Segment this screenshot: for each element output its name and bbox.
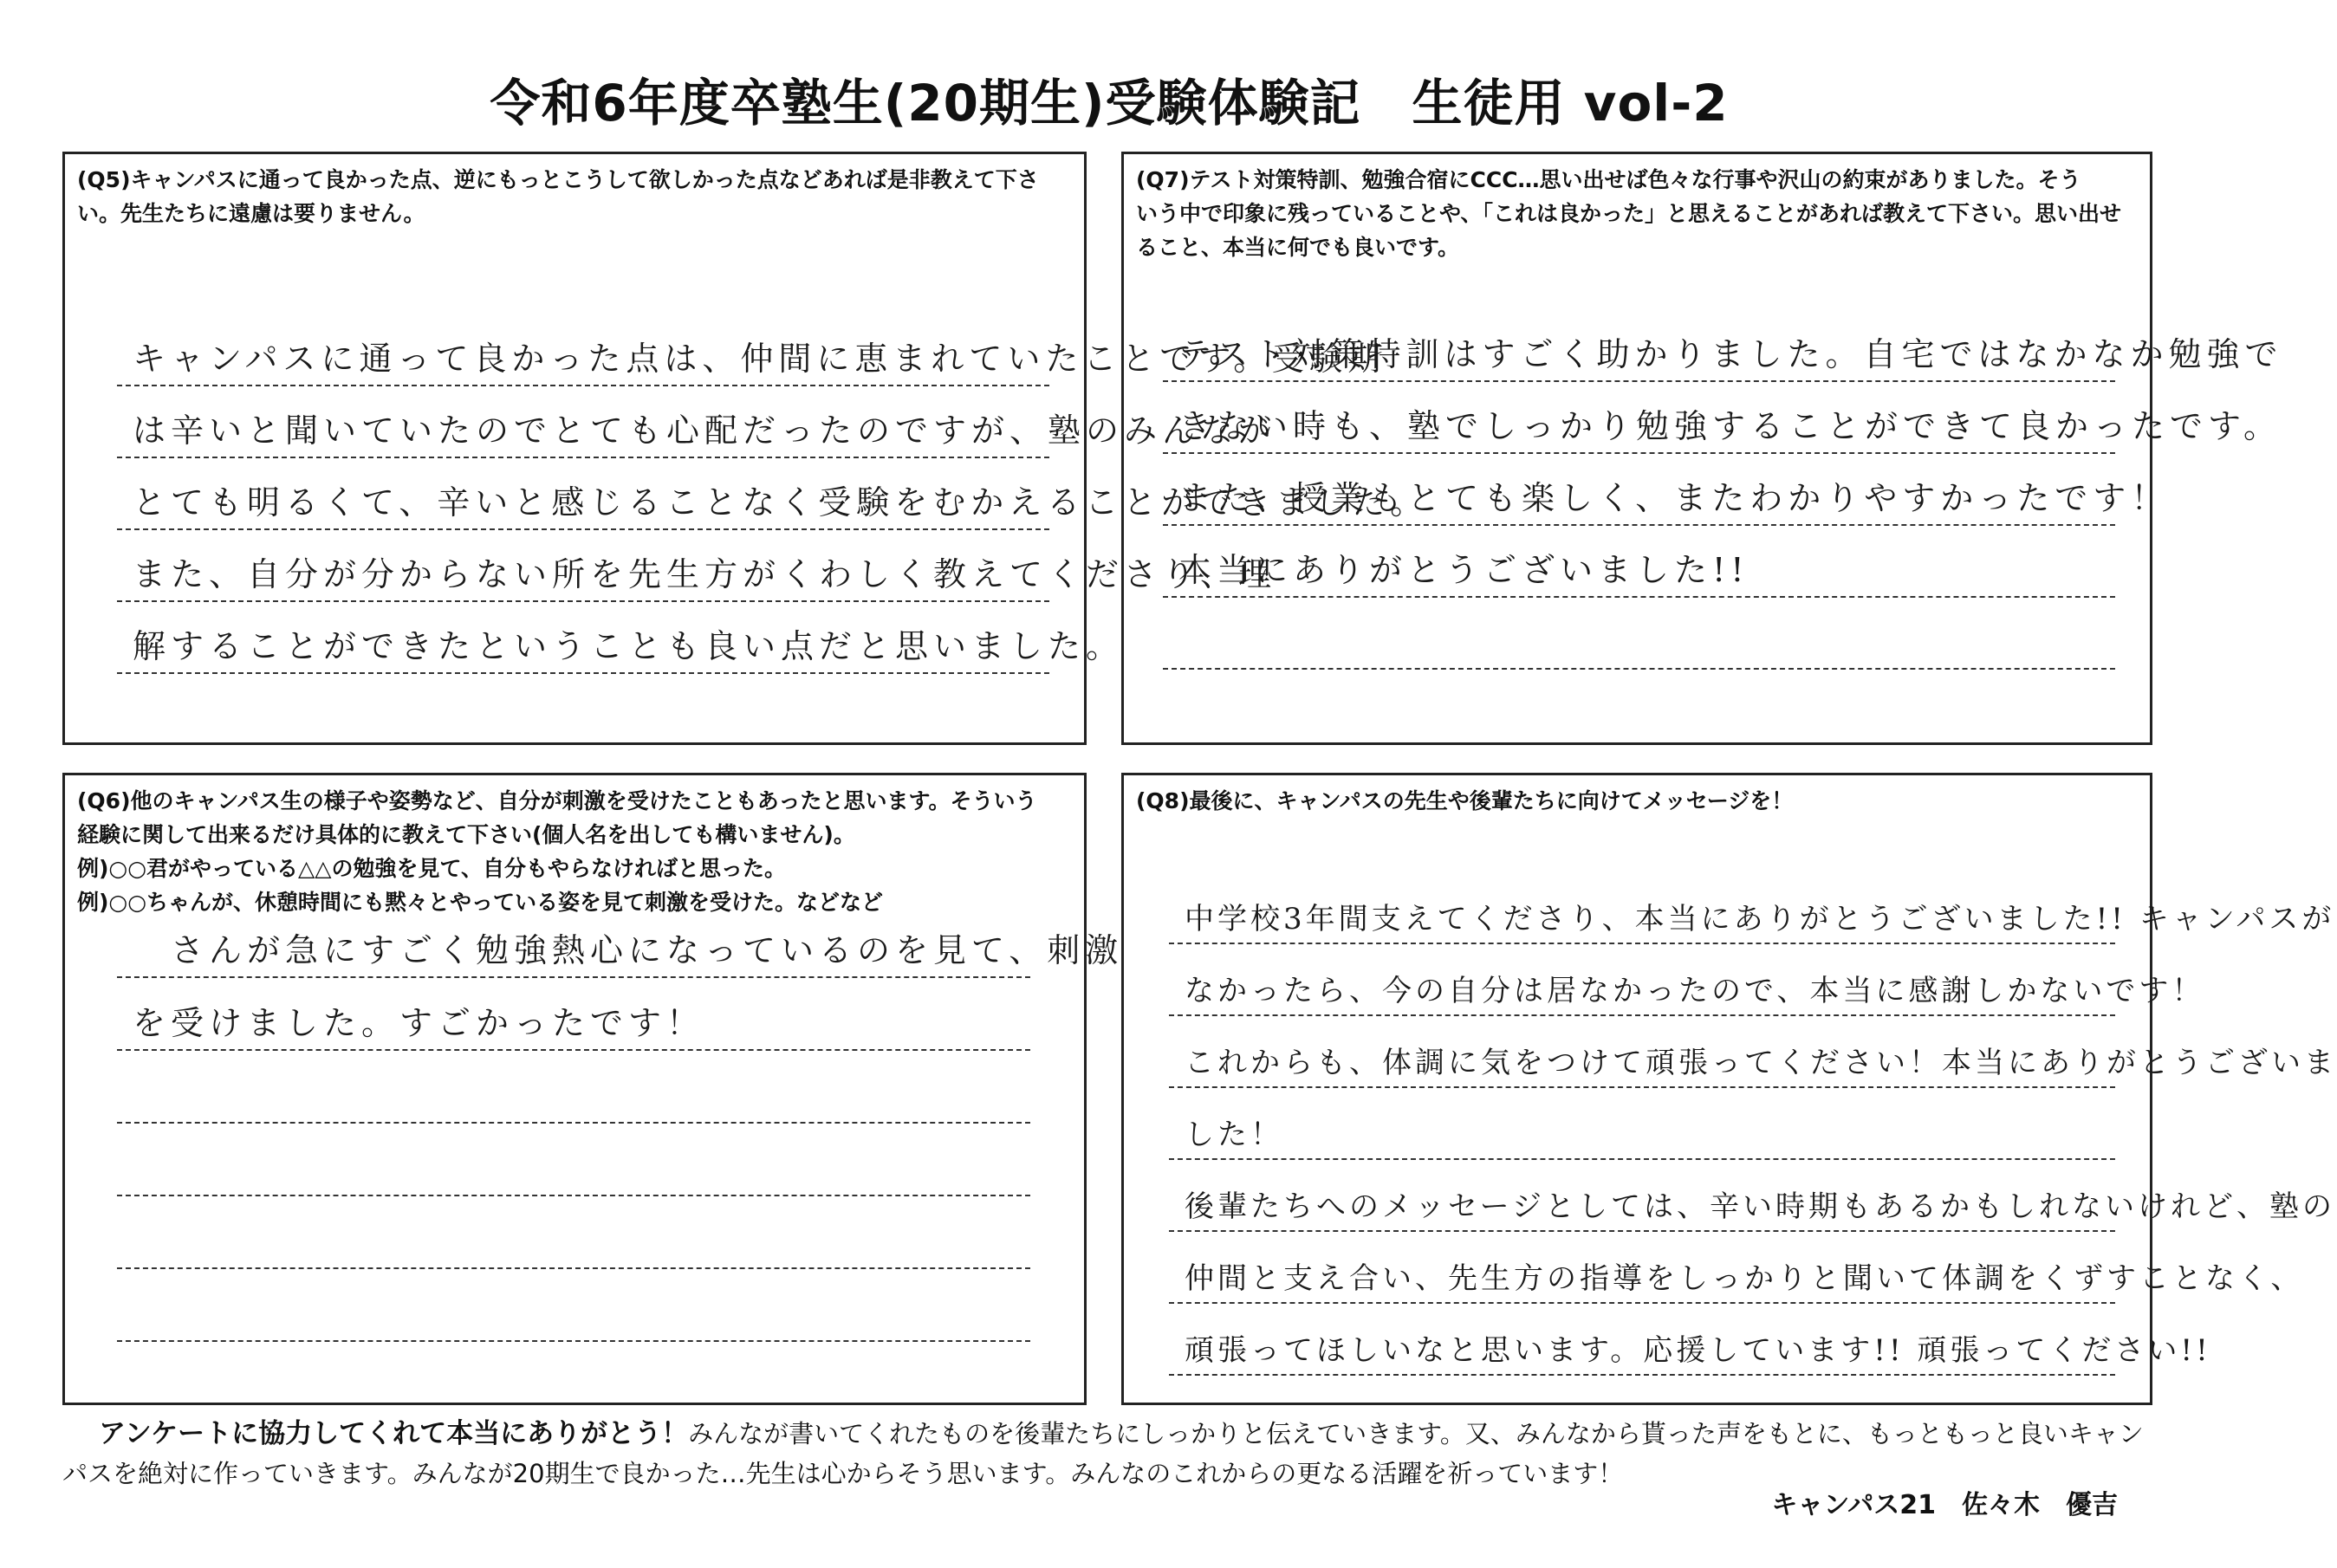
q5-question <box>77 163 1072 230</box>
q7-answer <box>1163 310 2283 670</box>
q7-question-line: (Q7)テスト対策特訓、勉強合宿にCCC…思い出せば色々な行事や沢山の約束がありました。そう <box>1136 167 2081 192</box>
answer-line <box>1169 872 2335 944</box>
answer-text: を受けました。すごかったです！ <box>133 1004 705 1042</box>
answer-text: これからも、体調に気をつけて頑張ってください！本当にありがとうございま <box>1185 1046 2337 1080</box>
q6-question-line: 例)○○君がやっている△△の勉強を見て、自分もやらなければと思った。 <box>77 856 787 881</box>
q6-panel <box>62 773 1124 1405</box>
answer-line <box>1163 598 2115 670</box>
answer-line <box>117 458 1429 530</box>
answer-line <box>117 905 1124 978</box>
answer-text: さんが急にすごく勉強熱心になっているのを見て、刺激 <box>133 931 1124 969</box>
answer-text: 中学校3年間支えてくださり、本当にありがとうございました!! キャンパスが <box>1185 902 2335 936</box>
answer-text: した！ <box>1185 1118 1283 1152</box>
q7-question-line: ること、本当に何でも良いです。 <box>1136 235 1460 260</box>
answer-line <box>1169 944 2205 1016</box>
q8-question <box>1136 784 2138 818</box>
q6-question-line: 経験に関して出来るだけ具体的に教えて下さい(個人名を出しても構いません)。 <box>77 822 855 847</box>
q5-question-line: (Q5)キャンパスに通って良かった点、逆にもっとこうして欲しかった点などあれば是非教えて下さ <box>77 167 1039 192</box>
answer-line <box>1169 1160 2335 1232</box>
q6-question-line: 例)○○ちゃんが、休憩時間にも黙々とやっている姿を見て刺激を受けた。などなど <box>77 890 884 915</box>
answer-line <box>1169 1232 2304 1304</box>
answer-line <box>1169 1088 2115 1160</box>
q7-question-line: いう中で印象に残っていることや、「これは良かった」と思えることがあれば教えて下さい。思い出せ <box>1136 201 2122 226</box>
answer-text: なかったら、今の自分は居なかったので、本当に感謝しかないです！ <box>1185 974 2205 1008</box>
q6-question-line: (Q6)他のキャンパス生の様子や姿勢など、自分が刺激を受けたこともあったと思います。そういう <box>77 788 1037 813</box>
q8-answer <box>1169 872 2337 1376</box>
answer-line <box>1163 310 2283 382</box>
answer-line <box>117 1051 1030 1124</box>
footer-line <box>62 1414 2152 1454</box>
answer-line <box>1163 382 2282 454</box>
answer-text: とても明るくて、辛いと感じることなく受験をむかえることができました。 <box>133 483 1429 522</box>
answer-text: テスト対策特訓はすごく助かりました。自宅ではなかなか勉強で <box>1178 335 2283 373</box>
q7-panel <box>1121 152 2283 745</box>
answer-line <box>117 314 1386 386</box>
answer-line <box>1163 526 2115 598</box>
q5-question-line: い。先生たちに遠慮は要りません。 <box>77 201 425 226</box>
q6-answer <box>117 905 1124 1342</box>
footer-message <box>62 1414 2152 1493</box>
answer-line <box>1169 1016 2337 1088</box>
answer-text: 仲間と支え合い、先生方の指導をしっかりと聞いて体調をくずすことなく、 <box>1185 1261 2304 1296</box>
answer-text: 本当にありがとうございました!! <box>1178 551 1750 589</box>
answer-text: きない時も、塾でしっかり勉強することができて良かったです。 <box>1178 407 2282 445</box>
answer-line <box>117 386 1277 458</box>
q8-panel <box>1121 773 2337 1405</box>
footer-lead: アンケートに協力してくれて本当にありがとう！ <box>99 1418 689 1449</box>
answer-line <box>117 1269 1030 1342</box>
answer-text: キャンパスに通って良かった点は、仲間に恵まれていたことです。受験期 <box>133 340 1386 378</box>
answer-line <box>117 1124 1030 1196</box>
footer-text: みんなが書いてくれたものを後輩たちにしっかりと伝えていきます。又、みんなから貰った声をもとに、もっともっと良いキャン <box>688 1419 2144 1448</box>
page-title: 令和6年度卒塾生(20期生)受験体験記 生徒用 vol-2 <box>490 74 1729 133</box>
answer-line <box>117 978 1030 1051</box>
answer-line <box>117 1196 1030 1269</box>
answer-text: また、授業もとても楽しく、またわかりやすかったです！ <box>1178 479 2170 517</box>
answer-text: は辛いと聞いていたのでとても心配だったのですが、塾のみんなが <box>133 411 1277 450</box>
answer-line <box>1169 1304 2211 1376</box>
answer-text: 解することができたということも良い点だと思いました。 <box>133 627 1125 665</box>
q7-question <box>1136 163 2138 264</box>
signature: キャンパス21 佐々木 優吉 <box>1771 1490 2118 1520</box>
answer-text: 後輩たちへのメッセージとしては、辛い時期もあるかもしれないけれど、塾の <box>1185 1189 2335 1224</box>
footer-line: パスを絶対に作っていきます。みんなが20期生で良かった…先生は心からそう思います。みんなのこれからの更なる活躍を祈っています！ <box>62 1459 1624 1488</box>
q6-question <box>77 784 1072 919</box>
q8-question-line: (Q8)最後に、キャンパスの先生や後輩たちに向けてメッセージを！ <box>1136 788 1794 813</box>
answer-text: また、自分が分からない所を先生方がくわしく教えてくださり、理 <box>133 555 1277 593</box>
answer-text: 頑張ってほしいなと思います。応援しています!! 頑張ってください!! <box>1185 1333 2211 1368</box>
answer-line <box>117 530 1277 602</box>
answer-line <box>1163 454 2170 526</box>
answer-line <box>117 602 1125 674</box>
q5-answer <box>117 314 1429 674</box>
